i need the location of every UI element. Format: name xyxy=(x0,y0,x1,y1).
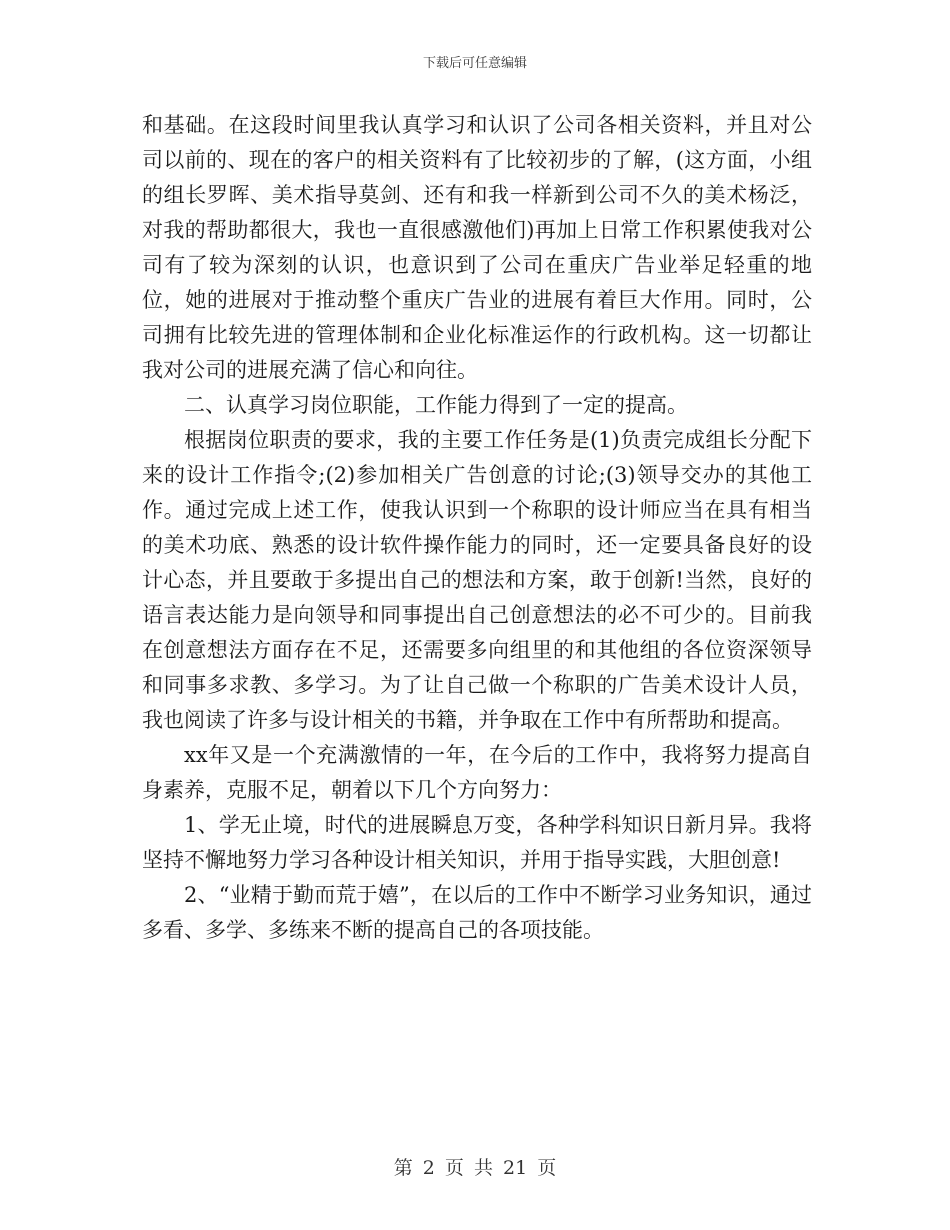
paragraph-plans-intro: xx年又是一个充满激情的一年，在今后的工作中，我将努力提高自身素养，克服不足，朝着以下几个方向努力： xyxy=(142,743,812,802)
paragraph-job-duties: 根据岗位职责的要求，我的主要工作任务是(1)负责完成组长分配下来的设计工作指令;(2)参加相关广告创意的讨论;(3)领导交办的其他工作。通过完成上述工作，使我认识到一个称职的设计师应当在具有相当的美术功底、熟悉的设计软件操作能力的同时，还一定要具备良好的设计心态，并且要敢于多提出自己的想法和方案，敢于创新!当然，良好的语言表达能力是向领导和同事提出自己创意想法的必不可少的。目前我在创意想法方面存在不足，还需要多向组里的和其他组的各位资深领导和同事多求教、多学习。为了让自己做一个称职的广告美术设计人员，我也阅读了许多与设计相关的书籍，并争取在工作中有所帮助和提高。 xyxy=(142,428,812,732)
section-heading-two: 二、认真学习岗位职能，工作能力得到了一定的提高。 xyxy=(184,393,688,417)
page-header: 下载后可任意编辑 xyxy=(422,56,527,71)
list-item-plan-one: 1、学无止境，时代的进展瞬息万变，各种学科知识日新月异。我将坚持不懈地努力学习各种设计相关知识，并用于指导实践，大胆创意! xyxy=(142,813,812,872)
list-item-plan-two: 2、“业精于勤而荒于嬉”，在以后的工作中不断学习业务知识，通过多看、多学、多练来不断的提高自己的各项技能。 xyxy=(142,883,812,942)
page-number-footer: 第 2 页 共 21 页 xyxy=(393,1157,557,1179)
document-body xyxy=(142,108,812,948)
paragraph-intro-continuation: 和基础。在这段时间里我认真学习和认识了公司各相关资料，并且对公司以前的、现在的客户的相关资料有了比较初步的了解，(这方面，小组的组长罗晖、美术指导莫剑、还有和我一样新到公司不久的美术杨泛，对我的帮助都很大，我也一直很感激他们)再加上日常工作积累使我对公司有了较为深刻的认识，也意识到了公司在重庆广告业举足轻重的地位，她的进展对于推动整个重庆广告业的进展有着巨大作用。同时，公司拥有比较先进的管理体制和企业化标准运作的行政机构。这一切都让我对公司的进展充满了信心和向往。 xyxy=(142,113,812,382)
